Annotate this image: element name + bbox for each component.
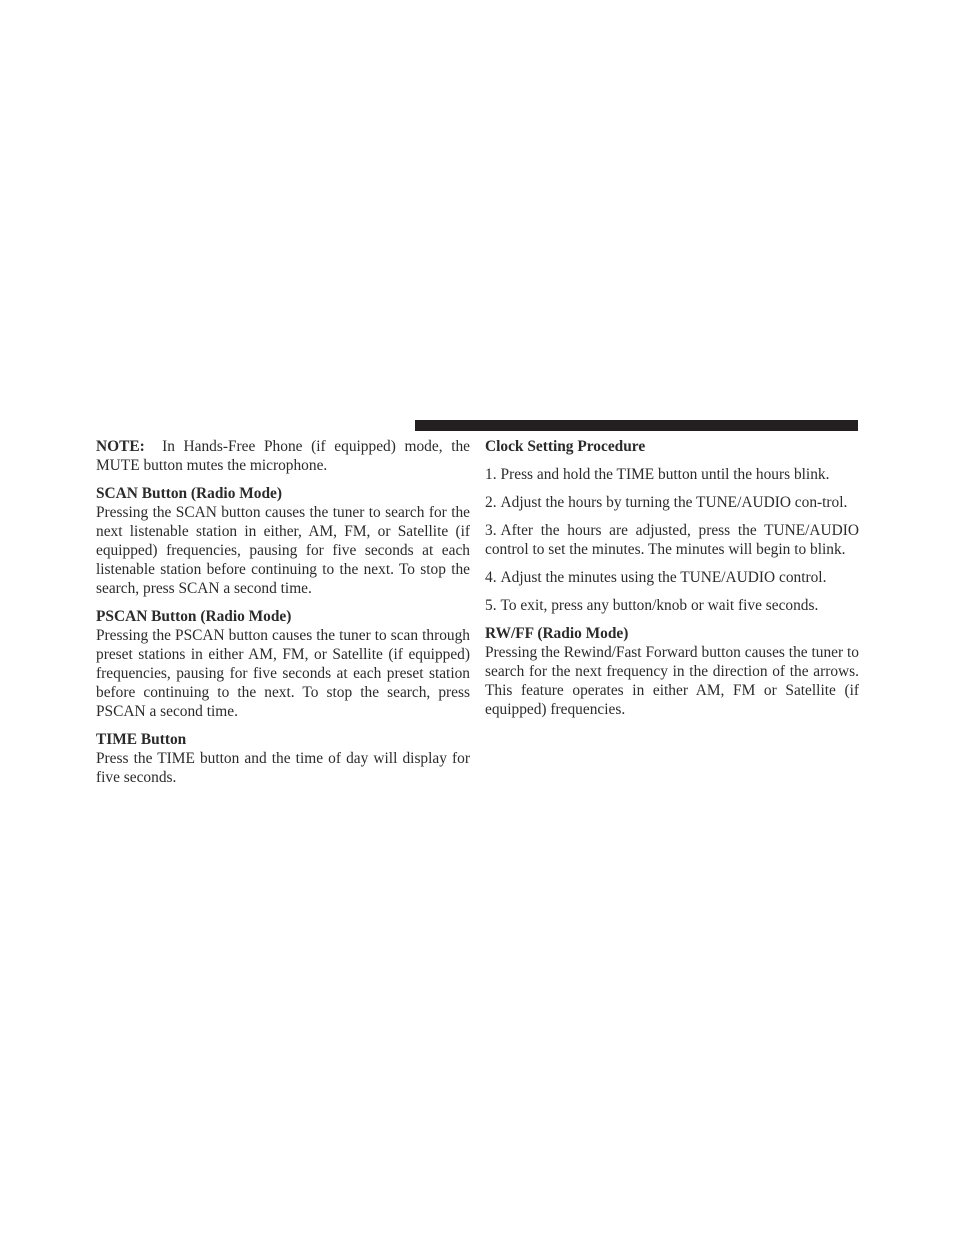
note-text: In Hands-Free Phone (if equipped) mode, the MUTE button mutes the microphone. xyxy=(96,438,470,474)
step-text: Adjust the minutes using the TUNE/AUDIO control. xyxy=(500,569,827,586)
rwff-heading: RW/FF (Radio Mode) xyxy=(485,625,629,642)
pscan-body: Pressing the PSCAN button causes the tuner to scan through preset stations in either AM, FM, or Satellite (if equipped) frequencies, pausing for five seconds at each preset station before continuing to the next. To stop the search, press PSCAN a second time. xyxy=(96,627,470,720)
note-paragraph xyxy=(96,437,470,475)
clock-step-2 xyxy=(485,493,859,512)
pscan-heading: PSCAN Button (Radio Mode) xyxy=(96,608,292,625)
right-column xyxy=(485,437,859,728)
step-number: 4. xyxy=(485,569,497,586)
pscan-section xyxy=(96,607,470,721)
step-text: To exit, press any button/knob or wait five seconds. xyxy=(500,597,819,614)
rwff-body: Pressing the Rewind/Fast Forward button causes the tuner to search for the next frequency in the direction of the arrows. This feature operates in either AM, FM or Satellite (if equipped) frequencies. xyxy=(485,644,859,718)
scan-body: Pressing the SCAN button causes the tuner to search for the next listenable station in either, AM, FM, or Satellite (if equipped) frequencies, pausing for five seconds at each listenable station before continuing to the next. To stop the search, press SCAN a second time. xyxy=(96,504,470,597)
clock-step-4 xyxy=(485,568,859,587)
clock-step-3 xyxy=(485,521,859,559)
step-number: 5. xyxy=(485,597,497,614)
step-number: 3. xyxy=(485,522,497,539)
step-text: After the hours are adjusted, press the TUNE/AUDIO control to set the minutes. The minutes will begin to blink. xyxy=(485,522,859,558)
step-text: Adjust the hours by turning the TUNE/AUDIO con-trol. xyxy=(500,494,848,511)
section-header-bar xyxy=(415,420,858,431)
left-column xyxy=(96,437,470,796)
scan-section xyxy=(96,484,470,598)
time-body: Press the TIME button and the time of day will display for five seconds. xyxy=(96,750,470,786)
step-number: 2. xyxy=(485,494,497,511)
clock-step-1 xyxy=(485,465,859,484)
step-number: 1. xyxy=(485,466,497,483)
clock-heading: Clock Setting Procedure xyxy=(485,438,646,455)
note-label: NOTE: xyxy=(96,438,145,455)
rwff-section xyxy=(485,624,859,719)
time-section xyxy=(96,730,470,787)
clock-step-5 xyxy=(485,596,859,615)
step-text: Press and hold the TIME button until the hours blink. xyxy=(500,466,830,483)
scan-heading: SCAN Button (Radio Mode) xyxy=(96,485,282,502)
time-heading: TIME Button xyxy=(96,731,187,748)
